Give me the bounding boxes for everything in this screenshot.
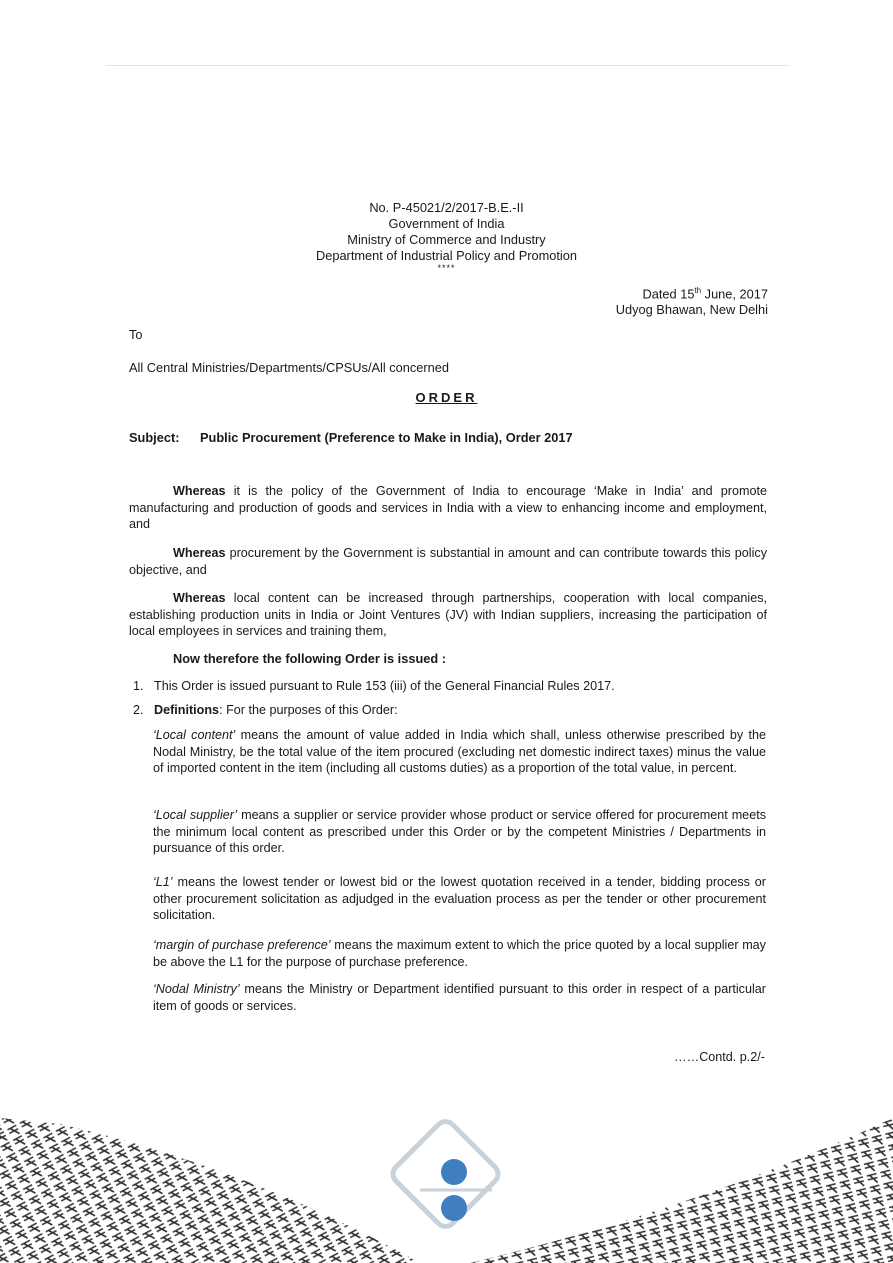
definition-text: means the amount of value added in India which shall, unless otherwise prescribed by the Nodal Ministry, be the total value of the item procured (excluding net domestic indirect taxes) minus the value of imported content in the item (including all customs duties) as a proportion of the total value, in percent. bbox=[153, 728, 767, 775]
list-text: This Order is issued pursuant to Rule 153 (iii) of the General Financial Rules 2017. bbox=[154, 679, 615, 693]
list-text bbox=[154, 702, 398, 719]
ministry-name: Ministry of Commerce and Industry bbox=[347, 232, 546, 247]
reference-number: No. P-45021/2/2017-B.E.-II bbox=[369, 200, 524, 215]
definitions-intro: : For the purposes of this Order: bbox=[219, 703, 398, 717]
definition-paragraph bbox=[153, 937, 766, 970]
list-number: 1. bbox=[133, 679, 144, 693]
whereas-lead: Whereas bbox=[173, 591, 226, 605]
top-rule bbox=[106, 65, 789, 66]
whereas-text: procurement by the Government is substantial in amount and can contribute towards this policy objective, and bbox=[129, 546, 767, 577]
definition-text: means a supplier or service provider whose product or service offered for procurement meets the minimum local content as prescribed under this Order or by the competent Ministries / Departments in pursuance of this order. bbox=[153, 808, 766, 855]
definition-paragraph bbox=[153, 727, 766, 777]
date-suffix: th bbox=[694, 286, 702, 295]
whereas-paragraph bbox=[129, 545, 767, 578]
to-label: To bbox=[129, 327, 143, 342]
department-name: Department of Industrial Policy and Promotion bbox=[315, 248, 578, 263]
continued-note: ……Contd. p.2/- bbox=[674, 1050, 765, 1064]
subject-label: Subject: bbox=[129, 430, 180, 445]
subject-text: Public Procurement (Preference to Make in India), Order 2017 bbox=[200, 430, 573, 445]
definition-paragraph bbox=[153, 807, 766, 857]
place-line: Udyog Bhawan, New Delhi bbox=[615, 302, 768, 318]
government-name: Government of India bbox=[388, 216, 505, 231]
definition-paragraph bbox=[153, 874, 766, 924]
separator-stars: **** bbox=[437, 263, 456, 273]
definitions-lead: Definitions bbox=[154, 703, 220, 717]
definition-text: means the Ministry or Department identified pursuant to this order in respect of a particular item of goods or services. bbox=[153, 982, 766, 1013]
definition-text: means the maximum extent to which the price quoted by a local supplier may be above the L1 for the purpose of purchase preference. bbox=[153, 938, 766, 969]
date-block bbox=[616, 283, 768, 318]
date-month-year: June, 2017 bbox=[701, 286, 768, 302]
list-number: 2. bbox=[133, 703, 144, 717]
rupee-pattern-right bbox=[470, 1118, 893, 1263]
emblem-logo bbox=[389, 1118, 502, 1231]
subject-line bbox=[129, 430, 573, 445]
addressee: All Central Ministries/Departments/CPSUs/All concerned bbox=[129, 360, 450, 375]
footer-decoration bbox=[0, 1118, 893, 1263]
whereas-paragraph bbox=[129, 590, 767, 640]
definition-term: ‘Nodal Ministry’ bbox=[153, 982, 240, 996]
whereas-text: it is the policy of the Government of India to encourage ‘Make in India’ and promote manufacturing and production of goods and services in India with a view to enhancing income and employment, and bbox=[129, 484, 767, 531]
date-text: Dated 15 bbox=[642, 286, 695, 302]
definition-text: means the lowest tender or lowest bid or the lowest quotation received in a tender, bidding process or other procurement solicitation as adjudged in the evaluation process as per the tender or other procurement solicitation. bbox=[153, 875, 766, 922]
order-title: ORDER bbox=[415, 390, 478, 405]
definition-term: ‘L1’ bbox=[153, 875, 173, 889]
rupee-pattern-left bbox=[0, 1118, 420, 1263]
letter-header bbox=[0, 200, 893, 272]
definition-term: ‘Local supplier’ bbox=[153, 808, 238, 822]
definition-paragraph bbox=[153, 981, 766, 1014]
definition-term: ‘margin of purchase preference’ bbox=[153, 938, 331, 952]
date-line bbox=[616, 283, 768, 302]
whereas-paragraph bbox=[129, 483, 767, 533]
definition-term: ‘Local content’ bbox=[153, 728, 236, 742]
now-therefore-line: Now therefore the following Order is issued : bbox=[173, 651, 447, 666]
whereas-lead: Whereas bbox=[173, 484, 226, 498]
whereas-text: local content can be increased through partnerships, cooperation with local companies, establishing production units in India or Joint Ventures (JV) with Indian suppliers, increasing the participation of local employees in services and training them, bbox=[129, 591, 767, 638]
whereas-lead: Whereas bbox=[173, 546, 226, 560]
